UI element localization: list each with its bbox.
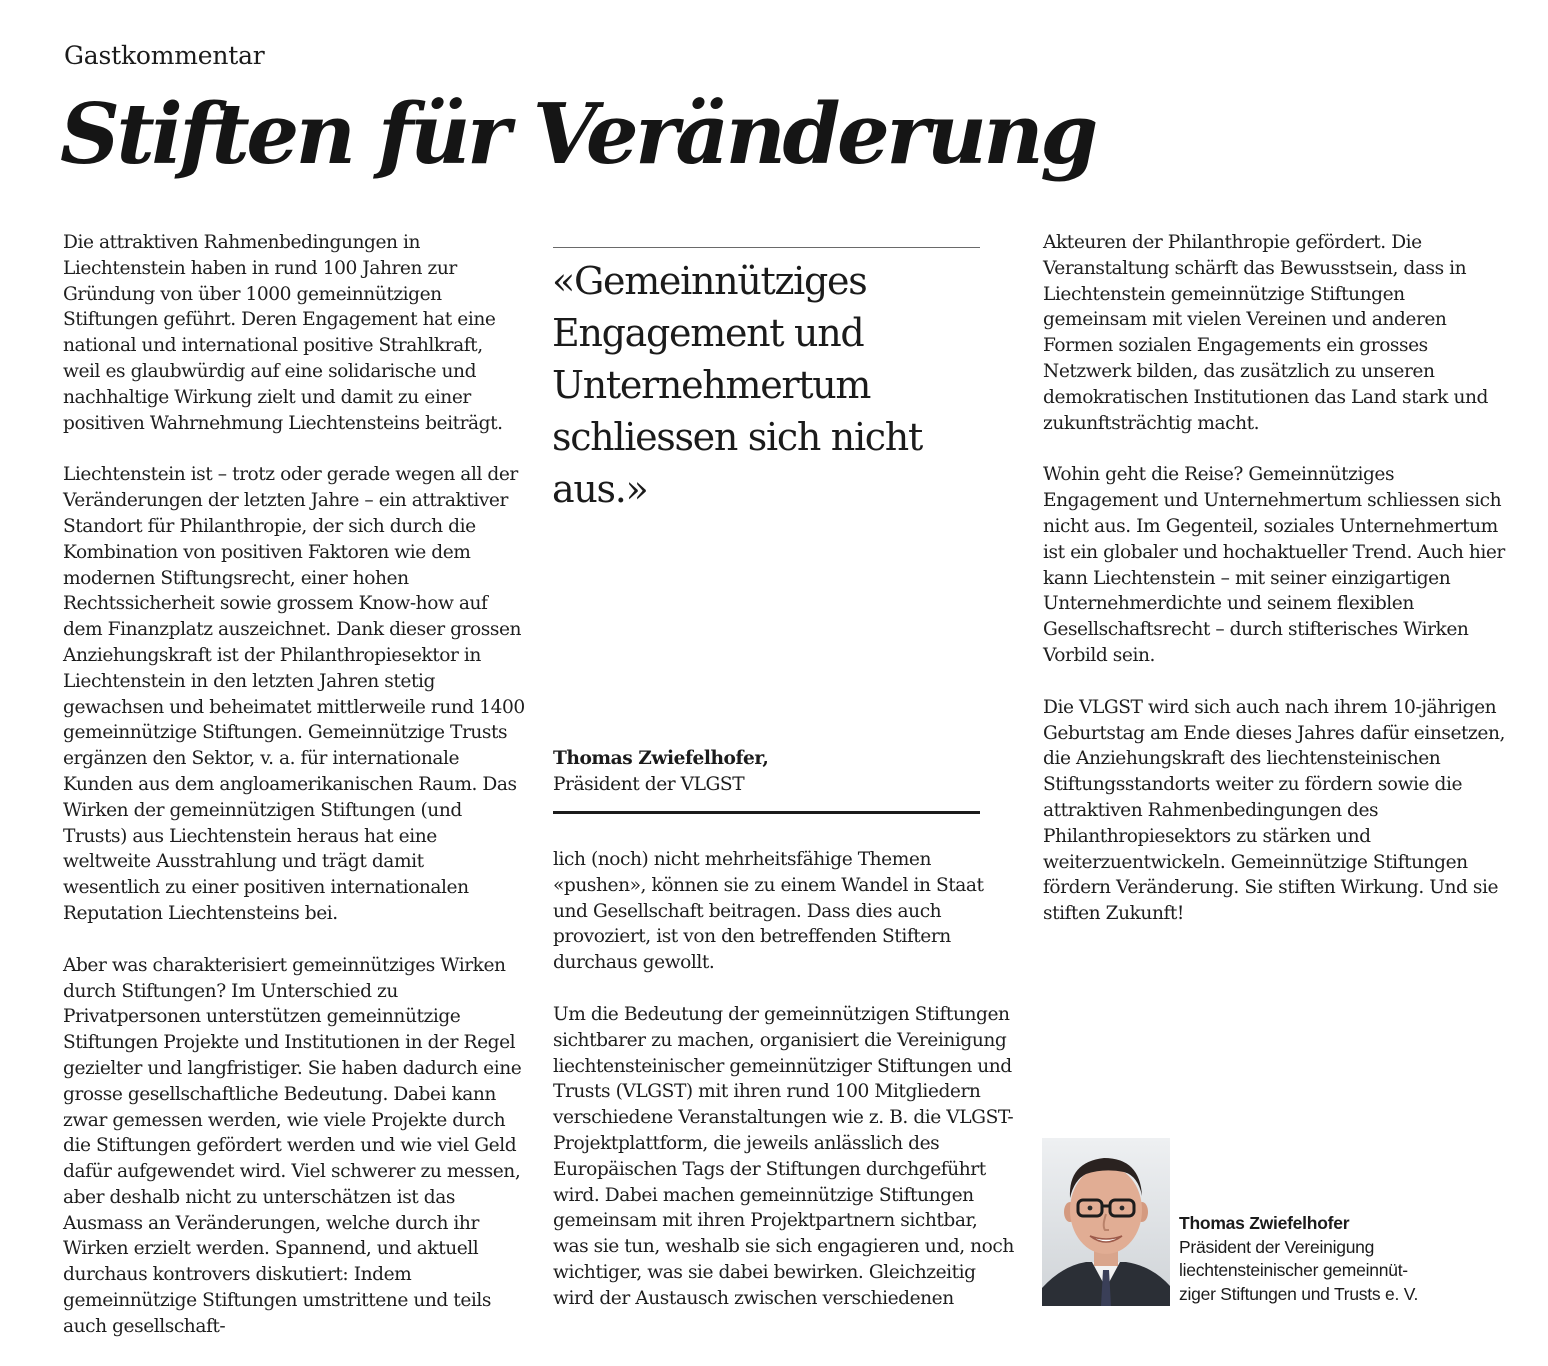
- section-kicker: Gastkommentar: [64, 41, 265, 70]
- body-column-1: [63, 230, 525, 1366]
- paragraph: Um die Bedeutung der gemeinnützigen Stiftungen sichtbarer zu machen, organisiert die Vereinigung liechtensteinischer gemeinnütziger Stiftungen und Trusts (VLGST) mit ihren rund 100 Mitgliedern verschiedene Veranstaltungen wie z. B. die VLGST-Projektplattform, die jeweils anlässlich des Europäischen Tags der Stiftungen durchgeführt wird. Dabei machen gemeinnützige Stiftungen gemeinsam mit ihren Projektpartnern sichtbar, was sie tun, weshalb sie sich engagieren und, noch wichtiger, was sie dabei bewirken. Gleichzeitig wird der Austausch zwischen verschiedenen: [553, 1003, 1014, 1309]
- paragraph: Aber was charakterisiert gemeinnütziges Wirken durch Stiftungen? Im Unterschied zu Privatpersonen unterstützen gemeinnützige Stiftungen Projekte und Institutionen in der Regel gezielter und langfristiger. Sie haben dadurch eine grosse gesellschaftliche Bedeutung. Dabei kann zwar gemessen werden, wie viele Projekte durch die Stiftungen gefördert werden und wie viel Geld dafür aufgewendet wird. Viel schwerer zu messen, aber deshalb nicht zu unterschätzen ist das Ausmass an Veränderungen, welche durch ihr Wirken erzielt werden. Spannend, und aktuell durchaus kontrovers diskutiert: Indem gemeinnützige Stiftungen umstrittene und teils auch gesellschaft-: [63, 954, 522, 1337]
- caption-author-name: Thomas Zwiefelhofer: [1179, 1213, 1350, 1233]
- author-caption: [1179, 1212, 1519, 1306]
- pull-quote-attribution: [553, 746, 983, 798]
- paragraph: lich (noch) nicht mehrheitsfähige Themen «pushen», können sie zu einem Wandel in Staat und Gesellschaft beitragen. Dass dies auch provoziert, ist von den betreffenden Stiftern durchaus gewollt.: [553, 849, 984, 974]
- paragraph: Die attraktiven Rahmenbedingungen in Liechtenstein haben in rund 100 Jahren zur Gründung von über 1000 gemeinnützigen Stiftungen geführt. Deren Engagement hat eine national und international positive Strahlkraft, weil es glaubwürdig auf eine solidarische und nachhaltige Wirkung zielt und damit zu einer positiven Wahrnehmung Liechtensteins beiträgt.: [63, 232, 503, 434]
- paragraph: Akteuren der Philanthropie gefördert. Die Veranstaltung schärft das Bewusstsein, dass in Liechtenstein gemeinnützige Stiftungen gemeinsam mit vielen Vereinen und anderen Formen sozialen Engagements ein grosses Netzwerk bilden, das zusätzlich zu unseren demokratischen Institutionen das Land stark und zukunftsträchtig macht.: [1043, 232, 1488, 434]
- pull-quote-top-rule: [553, 247, 980, 248]
- body-column-2: [553, 847, 1015, 1338]
- author-portrait: [1042, 1138, 1170, 1306]
- article-headline: Stiften für Veränderung: [60, 85, 1095, 183]
- caption-line: ziger Stiftungen und Trusts e. V.: [1179, 1283, 1419, 1304]
- body-column-3: [1043, 230, 1505, 953]
- paragraph: Liechtenstein ist – trotz oder gerade wegen all der Veränderungen der letzten Jahre – ein attraktiver Standort für Philanthropie, der sich durch die Kombination von positiven Faktoren wie dem modernen Stiftungsrecht, einer hohen Rechtssicherheit sowie grossem Know-how auf dem Finanzplatz auszeichnet. Dank dieser grossen Anziehungskraft ist der Philanthropiesektor in Liechtenstein in den letzten Jahren stetig gewachsen und beheimatet mittlerweile rund 1400 gemeinnützige Stiftungen. Gemeinnützige Trusts ergänzen den Sektor, v. a. für internationale Kunden aus dem angloamerikanischen Raum. Das Wirken der gemeinnützigen Stiftungen (und Trusts) aus Liechtenstein heraus hat eine weltweite Ausstrahlung und trägt damit wesentlich zu einer positiven internationalen Reputation Liechtensteins bei.: [63, 464, 525, 924]
- paragraph: Die VLGST wird sich auch nach ihrem 10-jährigen Geburtstag am Ende dieses Jahres dafür einsetzen, die Anziehungskraft des liechtensteinischen Stiftungsstandorts weiter zu fördern sowie die attraktiven Rahmenbedingungen des Philanthropiesektors zu stärken und weiterzuentwickeln. Gemeinnützige Stiftungen fördern Veränderung. Sie stiften Wirkung. Und sie stiften Zukunft!: [1043, 696, 1505, 925]
- caption-line: Präsident der Vereinigung: [1179, 1236, 1375, 1257]
- author-portrait-illustration: [1042, 1138, 1170, 1306]
- pull-quote-author-role: Präsident der VLGST: [553, 773, 745, 795]
- pull-quote-author: Thomas Zwiefelhofer,: [553, 748, 769, 769]
- pull-quote-bottom-rule: [553, 811, 980, 814]
- caption-line: liechtensteinischer gemeinnüt-: [1179, 1260, 1408, 1280]
- paragraph: Wohin geht die Reise? Gemeinnütziges Engagement und Unternehmertum schliessen sich nicht aus. Im Gegenteil, soziales Unternehmertum ist ein globaler und hochaktueller Trend. Auch hier kann Liechtenstein – mit seiner einzigartigen Unternehmerdichte und seinem flexiblen Gesellschaftsrecht – durch stifterisches Wirken Vorbild sein.: [1043, 464, 1505, 666]
- pull-quote: «Gemeinnütziges Engagement und Unternehmertum schliessen sich nicht aus.»: [552, 259, 922, 511]
